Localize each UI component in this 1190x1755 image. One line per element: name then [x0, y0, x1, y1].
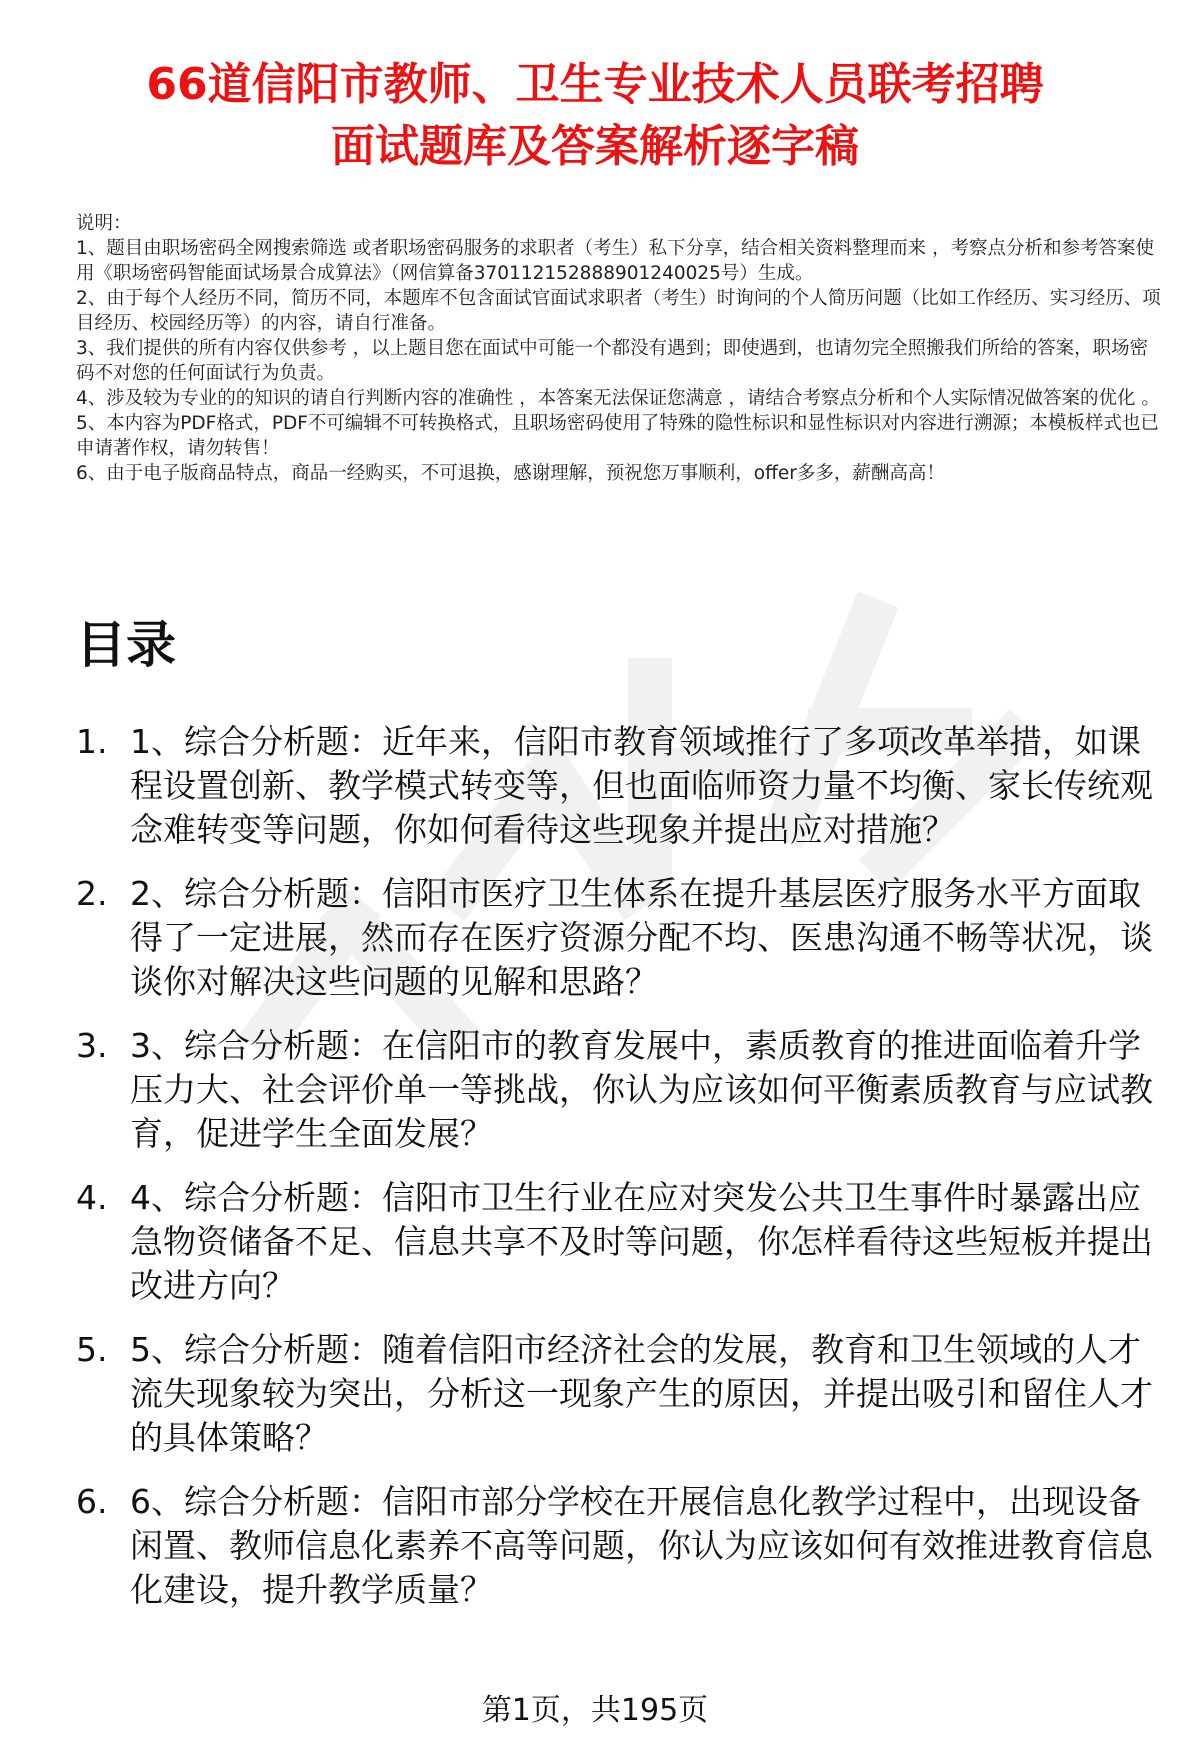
page-footer: 第1页，共195页 [481, 1693, 709, 1728]
toc-item-text: 3、综合分析题：在信阳市的教育发展中，素质教育的推进面临着升学压力大、社会评价单一等挑战，你认为应该如何平衡素质教育与应试教育，促进学生全面发展？ [130, 1026, 1153, 1153]
title-line-1: 66道信阳市教师、卫生专业技术人员联考招聘 [146, 59, 1044, 110]
toc-item[interactable] [76, 872, 1166, 1004]
title-line-2: 面试题库及答案解析逐字稿 [331, 121, 859, 172]
toc-item-text: 4、综合分析题：信阳市卫生行业在应对突发公共卫生事件时暴露出应急物资储备不足、信息共享不及时等问题，你怎样看待这些短板并提出改进方向？ [130, 1178, 1153, 1305]
toc-item-number: 3. [76, 1026, 108, 1065]
toc-item[interactable] [76, 1024, 1166, 1156]
toc-item-number: 1. [76, 722, 108, 761]
toc-heading: 目录 [76, 616, 176, 674]
document-title [60, 54, 1130, 178]
toc-item[interactable] [76, 1176, 1166, 1308]
toc-item-text: 6、综合分析题：信阳市部分学校在开展信息化教学过程中，出现设备闲置、教师信息化素养不高等问题，你认为应该如何有效推进教育信息化建设，提升教学质量？ [130, 1482, 1153, 1609]
table-of-contents [76, 720, 1166, 1632]
note-item: 5、本内容为PDF格式，PDF不可编辑不可转换格式，且职场密码使用了特殊的隐性标识和显性标识对内容进行溯源；本模板样式也已申请著作权，请勿转售！ [76, 413, 1159, 459]
note-item: 1、题目由职场密码全网搜索筛选 或者职场密码服务的求职者（考生）私下分享，结合相关资料整理而来 ，考察点分析和参考答案使用《职场密码智能面试场景合成算法》（网信算备370112152888901240025号）生成。 [76, 238, 1155, 284]
note-item: 4、涉及较为专业的的知识的请自行判断内容的准确性 ，本答案无法保证您满意 ，请结合考察点分析和个人实际情况做答案的优化 。 [76, 388, 1160, 409]
toc-item-text: 5、综合分析题：随着信阳市经济社会的发展，教育和卫生领域的人才流失现象较为突出，分析这一现象产生的原因，并提出吸引和留住人才的具体策略？ [130, 1330, 1153, 1457]
toc-item-number: 6. [76, 1482, 108, 1521]
toc-item-number: 2. [76, 874, 108, 913]
notes-heading: 说明： [76, 213, 132, 234]
toc-item-number: 5. [76, 1330, 108, 1369]
note-item: 3、我们提供的所有内容仅供参考 ，以上题目您在面试中可能一个都没有遇到；即使遇到，也请勿完全照搬我们所给的答案，职场密码不对您的任何面试行为负责。 [76, 338, 1149, 384]
toc-item-text: 1、综合分析题：近年来，信阳市教育领域推行了多项改革举措，如课程设置创新、教学模式转变等，但也面临师资力量不均衡、家长传统观念难转变等问题，你如何看待这些现象并提出应对措施？ [130, 722, 1153, 849]
toc-item[interactable] [76, 1480, 1166, 1612]
note-item: 6、由于电子版商品特点，商品一经购买，不可退换，感谢理解，预祝您万事顺利，offer多多，薪酬高高！ [76, 463, 945, 484]
notes-section [76, 211, 1166, 486]
toc-item[interactable] [76, 720, 1166, 852]
toc-item[interactable] [76, 1328, 1166, 1460]
toc-item-number: 4. [76, 1178, 108, 1217]
note-item: 2、由于每个人经历不同，简历不同，本题库不包含面试官面试求职者（考生）时询问的个人简历问题（比如工作经历、实习经历、项目经历、校园经历等）的内容，请自行准备。 [76, 288, 1161, 334]
toc-item-text: 2、综合分析题：信阳市医疗卫生体系在提升基层医疗服务水平方面取得了一定进展，然而存在医疗资源分配不均、医患沟通不畅等状况，谈谈你对解决这些问题的见解和思路？ [130, 874, 1153, 1001]
